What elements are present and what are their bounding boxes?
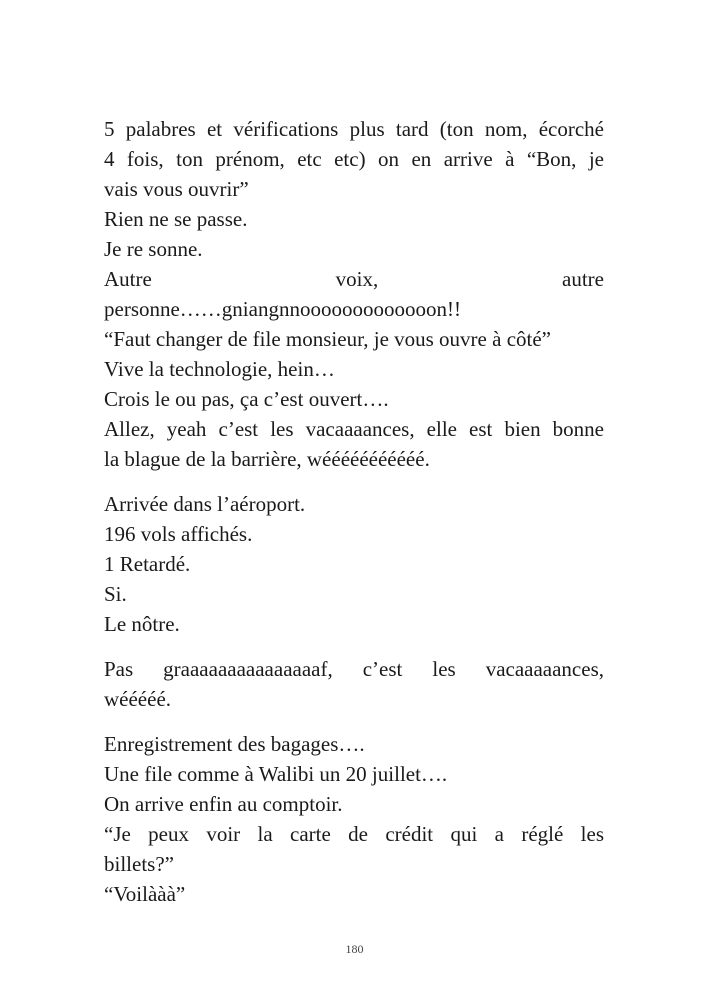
paragraph-checkin (104, 729, 604, 909)
text-line: Crois le ou pas, ça c’est ouvert…. (104, 387, 389, 411)
text-line: 4 fois, ton prénom, etc etc) on en arrive à “Bon, je (104, 147, 604, 171)
text-line: Arrivée dans l’aéroport. (104, 492, 306, 516)
paragraph-airport (104, 489, 604, 639)
text-line: Autre voix, autre (104, 267, 604, 291)
text-line: Le nôtre. (104, 612, 180, 636)
text-line: la blague de la barrière, wééééééééééé. (104, 447, 430, 471)
text-line: billets?” (104, 852, 174, 876)
text-line: 5 palabres et vérifications plus tard (ton nom, écorché (104, 117, 604, 141)
paragraph-barrier (104, 114, 604, 474)
text-line: Vive la technologie, hein… (104, 357, 335, 381)
text-line: Pas graaaaaaaaaaaaaaaf, c’est les vacaaaaances, (104, 657, 604, 681)
text-line: personne……gniangnnooooooooooooon!! (104, 297, 461, 321)
text-line: Je re sonne. (104, 237, 203, 261)
text-line: Si. (104, 582, 127, 606)
page-body (104, 114, 604, 924)
text-line: “Voilààà” (104, 882, 186, 906)
text-line: Allez, yeah c’est les vacaaaances, elle est bien bonne (104, 417, 604, 441)
paragraph-vacances (104, 654, 604, 714)
page-number: 180 (345, 942, 364, 956)
text-line: 196 vols affichés. (104, 522, 253, 546)
text-line: Une file comme à Walibi un 20 juillet…. (104, 762, 448, 786)
text-line: “Faut changer de file monsieur, je vous ouvre à côté” (104, 327, 551, 351)
text-line: Enregistrement des bagages…. (104, 732, 365, 756)
text-line: 1 Retardé. (104, 552, 191, 576)
text-line: “Je peux voir la carte de crédit qui a réglé les (104, 822, 604, 846)
text-line: vais vous ouvrir” (104, 177, 249, 201)
text-line: Rien ne se passe. (104, 207, 248, 231)
text-line: wééééé. (104, 687, 172, 711)
text-line: On arrive enfin au comptoir. (104, 792, 343, 816)
